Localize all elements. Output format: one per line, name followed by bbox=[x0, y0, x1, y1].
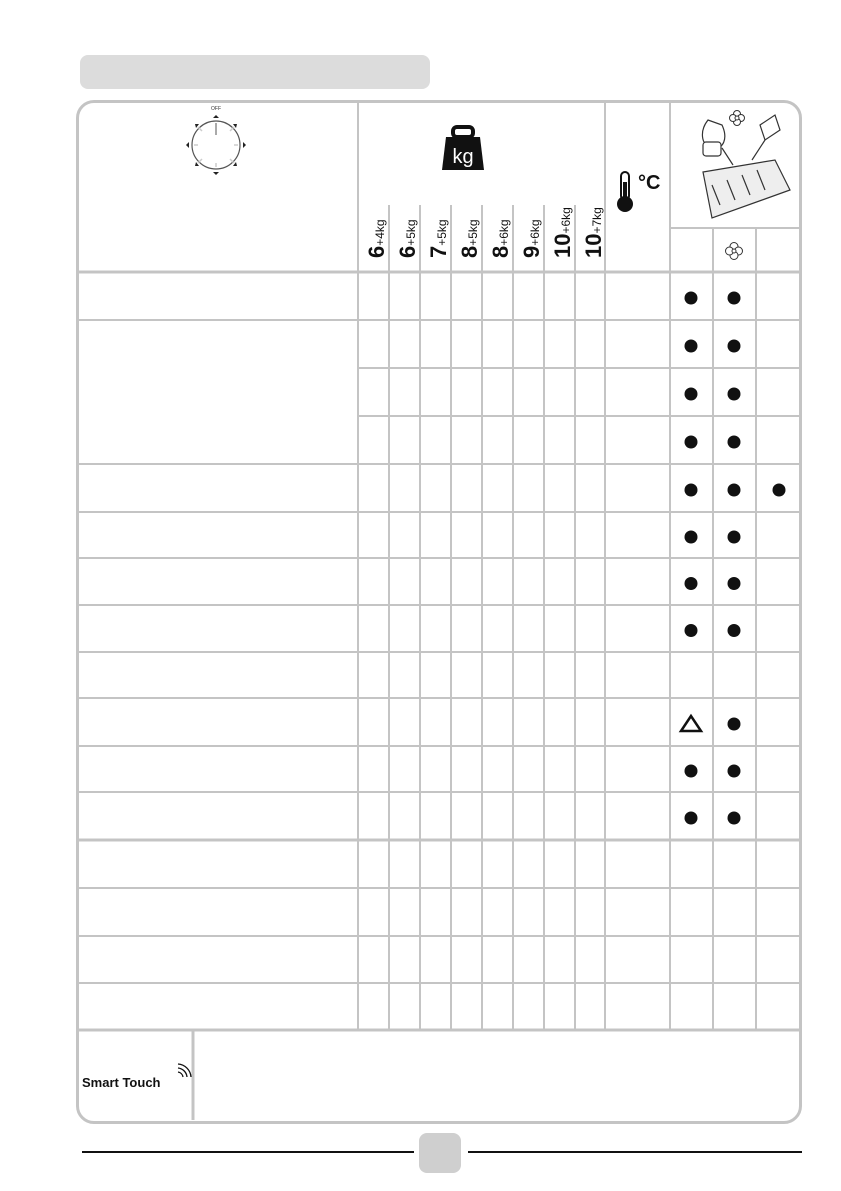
dot-mark bbox=[773, 484, 786, 497]
dot-mark bbox=[685, 531, 698, 544]
dot-mark bbox=[728, 812, 741, 825]
capacity-label: 6+5kg bbox=[395, 219, 420, 258]
dot-mark bbox=[728, 292, 741, 305]
capacity-label: 7+5kg bbox=[426, 219, 451, 258]
flower-icon bbox=[726, 243, 743, 260]
capacity-label: 9+6kg bbox=[519, 219, 544, 258]
dot-mark bbox=[728, 718, 741, 731]
triangle-mark bbox=[681, 716, 701, 731]
flower-icon bbox=[730, 111, 745, 126]
dot-mark bbox=[728, 436, 741, 449]
detergent-drawer-icon bbox=[702, 115, 790, 218]
dot-mark bbox=[685, 624, 698, 637]
temperature-unit-label: °C bbox=[638, 172, 661, 194]
capacity-label: 6+4kg bbox=[364, 219, 389, 258]
dot-mark bbox=[728, 765, 741, 778]
footer-line-right bbox=[468, 1151, 802, 1153]
page-number-tab bbox=[419, 1133, 461, 1173]
dot-mark bbox=[685, 765, 698, 778]
dot-mark bbox=[685, 484, 698, 497]
weight-icon-label: kg bbox=[452, 146, 474, 168]
program-dial-icon bbox=[186, 115, 246, 175]
capacity-label: 8+5kg bbox=[457, 219, 482, 258]
dot-mark bbox=[728, 531, 741, 544]
dot-mark bbox=[728, 624, 741, 637]
thermometer-icon bbox=[617, 172, 633, 212]
dial-off-label: OFF bbox=[211, 106, 221, 112]
dot-mark bbox=[728, 577, 741, 590]
capacity-label: 8+6kg bbox=[488, 219, 513, 258]
wifi-icon bbox=[178, 1064, 191, 1077]
dot-mark bbox=[685, 388, 698, 401]
dot-mark bbox=[685, 812, 698, 825]
dot-mark bbox=[728, 340, 741, 353]
dot-mark bbox=[728, 388, 741, 401]
dot-mark bbox=[728, 484, 741, 497]
capacity-label: 10+6kg bbox=[550, 207, 575, 258]
capacity-label: 10+7kg bbox=[581, 207, 606, 258]
smart-touch-label: Smart Touch bbox=[82, 1075, 161, 1090]
dot-mark bbox=[685, 292, 698, 305]
weight-icon bbox=[442, 127, 484, 170]
dot-mark bbox=[685, 340, 698, 353]
dot-mark bbox=[685, 436, 698, 449]
footer-line-left bbox=[82, 1151, 414, 1153]
dot-mark bbox=[685, 577, 698, 590]
